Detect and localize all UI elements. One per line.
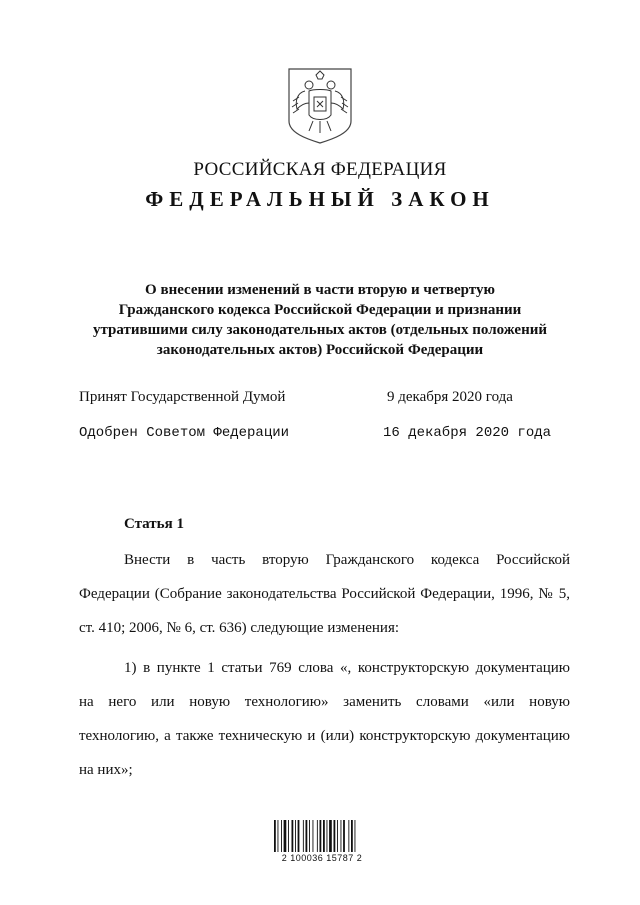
law-title bbox=[60, 280, 580, 360]
paragraph-line: 1) в пункте 1 статьи 769 слова «, конструкторскую документацию bbox=[124, 660, 570, 676]
law-title-line: законодательных актов) Российской Федерации bbox=[156, 342, 484, 358]
country-name: РОССИЙСКАЯ ФЕДЕРАЦИЯ bbox=[193, 159, 447, 180]
document-type: ФЕДЕРАЛЬНЫЙ ЗАКОН bbox=[145, 187, 495, 211]
barcode-bar bbox=[348, 820, 349, 852]
paragraph-line: Внести в часть вторую Гражданского кодекса Российской bbox=[124, 552, 570, 568]
paragraph-line: на них»; bbox=[79, 762, 133, 778]
law-title-line: Гражданского кодекса Российской Федерации и признании bbox=[118, 302, 522, 318]
barcode-bar bbox=[329, 820, 332, 852]
barcode-bar bbox=[295, 820, 296, 852]
paragraph-line: Федерации (Собрание законодательства Российской Федерации, 1996, № 5, bbox=[79, 586, 570, 602]
council-approval-date: 16 декабря 2020 года bbox=[383, 425, 552, 441]
barcode-bar bbox=[298, 820, 300, 852]
barcode-bar bbox=[323, 820, 325, 852]
barcode-bar bbox=[274, 820, 276, 852]
coat-of-arms-icon bbox=[287, 67, 353, 145]
barcode-bar bbox=[278, 820, 279, 852]
article-paragraph-1 bbox=[79, 543, 570, 645]
barcode-bar bbox=[334, 820, 336, 852]
barcode-bar bbox=[351, 820, 353, 852]
barcode-bar bbox=[284, 820, 287, 852]
barcode-bar bbox=[303, 820, 304, 852]
council-approval-label: Одобрен Советом Федерации bbox=[79, 425, 290, 441]
barcode-bar bbox=[317, 820, 318, 852]
barcode-bar bbox=[320, 820, 322, 852]
duma-adoption-date: 9 декабря 2020 года bbox=[387, 389, 513, 405]
barcode-bar bbox=[292, 820, 294, 852]
barcode-bar bbox=[313, 820, 314, 852]
barcode-bar bbox=[309, 820, 310, 852]
paragraph-line: ст. 410; 2006, № 6, ст. 636) следующие изменения: bbox=[79, 620, 400, 636]
barcode-icon bbox=[268, 812, 368, 872]
law-title-line: утратившими силу законодательных актов (отдельных положений bbox=[92, 322, 548, 338]
barcode-bar bbox=[341, 820, 342, 852]
barcode-bar bbox=[288, 820, 289, 852]
barcode-bar bbox=[343, 820, 345, 852]
barcode-bar bbox=[337, 820, 338, 852]
law-title-line: О внесении изменений в части вторую и четвертую bbox=[145, 282, 495, 298]
article-heading: Статья 1 bbox=[124, 516, 184, 532]
duma-adoption-label: Принят Государственной Думой bbox=[79, 389, 286, 405]
barcode-bar bbox=[327, 820, 328, 852]
barcode-bar bbox=[355, 820, 356, 852]
paragraph-line: технологию, а также техническую и (или) конструкторскую документацию bbox=[79, 728, 570, 744]
barcode-number: 2 100036 15787 2 bbox=[281, 853, 363, 863]
barcode-bar bbox=[281, 820, 282, 852]
paragraph-line: на него или новую технологию» заменить словами «или новую bbox=[79, 694, 570, 710]
barcode-bar bbox=[306, 820, 308, 852]
article-paragraph-2 bbox=[79, 651, 570, 787]
